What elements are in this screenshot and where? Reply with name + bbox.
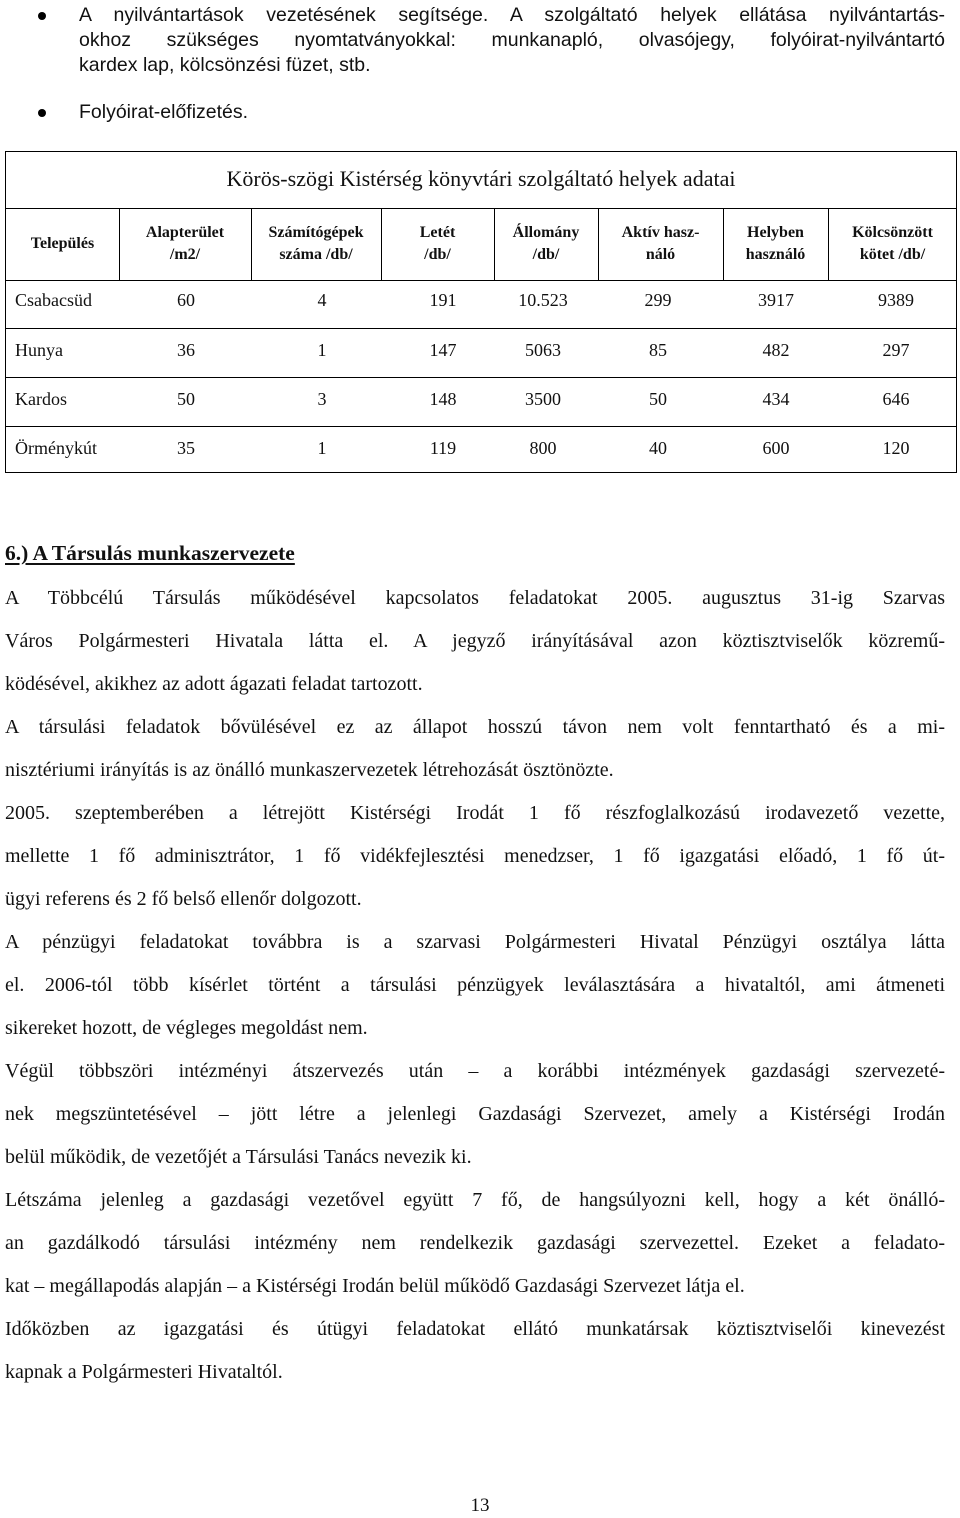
table-rule xyxy=(6,280,956,281)
bullet-dot-icon xyxy=(38,12,46,20)
table-rule xyxy=(6,208,956,209)
table-cell: Csabacsüd xyxy=(15,289,92,310)
table-cell: 50 xyxy=(177,388,195,409)
table-rule xyxy=(6,328,956,329)
table-rule xyxy=(6,377,956,378)
paragraph-line: ködésével, akikhez az adott ágazati feladat tartozott. xyxy=(5,673,423,695)
table-header-cell xyxy=(119,218,251,270)
paragraph xyxy=(5,1179,945,1308)
table-cell: 1 xyxy=(317,339,327,360)
table-cell: 119 xyxy=(429,437,457,458)
table-cell: 120 xyxy=(882,437,910,458)
table-cell: 434 xyxy=(762,388,790,409)
paragraph-line: Végül többszöri intézményi átszervezés után – a korábbi intézmények gazdasági szervezeté- xyxy=(5,1060,945,1082)
table-header-text: használó xyxy=(745,246,806,263)
paragraph-line: kapnak a Polgármesteri Hivataltól. xyxy=(5,1361,283,1383)
table-cell: 1 xyxy=(317,437,327,458)
paragraph-line: el. 2006-tól több kísérlet történt a társulási pénzügyek leválasztására a hivataltól, ami átmeneti xyxy=(5,974,945,996)
table-cell: 148 xyxy=(429,388,457,409)
table-header-text: Aktív hasz- xyxy=(621,224,700,241)
table-header-cell xyxy=(828,218,957,270)
table-cell: 299 xyxy=(644,289,672,310)
paragraph xyxy=(5,577,945,706)
paragraph xyxy=(5,706,945,792)
table-header-text: Letét xyxy=(419,224,456,241)
library-data-table xyxy=(5,151,957,473)
paragraph-line: A pénzügyi feladatokat továbbra is a szarvasi Polgármesteri Hivatal Pénzügyi osztálya látta xyxy=(5,931,945,953)
table-header-cell xyxy=(381,218,494,270)
paragraph-line: 2005. szeptemberében a létrejött Kistérségi Irodát 1 fő részfoglalkozású irodavezető vezette, xyxy=(5,802,945,824)
bullet-line: okhoz szükséges nyomtatványokkal: munkanapló, olvasójegy, folyóirat-nyilvántartó xyxy=(79,29,945,51)
table-cell: 646 xyxy=(882,388,910,409)
paragraph-line: belül működik, de vezetőjét a Társulási Tanács nevezik ki. xyxy=(5,1146,472,1168)
table-cell: 4 xyxy=(317,289,327,310)
paragraph xyxy=(5,1050,945,1179)
paragraph-line: nek megszüntetésével – jött létre a jelenlegi Gazdasági Szervezet, amely a Kistérségi Irodán xyxy=(5,1103,945,1125)
table-cell: 147 xyxy=(429,339,457,360)
table-cell: 800 xyxy=(529,437,557,458)
paragraph-line: Város Polgármesteri Hivatala látta el. A jegyző irányításával azon köztisztviselők közremű- xyxy=(5,630,945,652)
table-header-cell xyxy=(723,218,828,270)
paragraph-line: nisztériumi irányítás is az önálló munkaszervezetek létrehozását ösztönözte. xyxy=(5,759,614,781)
bullet-line: Folyóirat-előfizetés. xyxy=(79,101,249,123)
paragraph-line: Időközben az igazgatási és útügyi feladatokat ellátó munkatársak köztisztviselői kinevezést xyxy=(5,1318,945,1340)
paragraph xyxy=(5,1308,945,1394)
paragraph-line: A társulási feladatok bővülésével ez az állapot hosszú távon nem volt fenntartható és a mi- xyxy=(5,716,945,738)
bullet-line: A nyilvántartások vezetésének segítsége. A szolgáltató helyek ellátása nyilvántartás- xyxy=(79,4,945,26)
paragraph-line: an gazdálkodó társulási intézmény nem rendelkezik gazdasági szervezettel. Ezeket a feladato- xyxy=(5,1232,945,1254)
table-cell: 482 xyxy=(762,339,790,360)
table-cell: 9389 xyxy=(878,289,914,310)
table-cell: 297 xyxy=(882,339,910,360)
table-cell: Kardos xyxy=(15,388,67,409)
table-header-text: /m2/ xyxy=(169,246,201,263)
table-header-cell xyxy=(494,218,598,270)
table-cell: Örménykút xyxy=(15,437,97,458)
table-cell: 3917 xyxy=(758,289,794,310)
paragraph-line: mellette 1 fő adminisztrátor, 1 fő vidékfejlesztési menedzser, 1 fő igazgatási előadó, 1 fő út- xyxy=(5,845,945,867)
table-header-text: kötet /db/ xyxy=(859,246,926,263)
table-header-text: Alapterület xyxy=(145,224,225,241)
table-header-text: Állomány xyxy=(512,224,580,241)
table-header-text: náló xyxy=(645,246,676,263)
table-cell: 35 xyxy=(177,437,195,458)
table-cell: 3500 xyxy=(525,388,561,409)
table-cell: 50 xyxy=(649,388,667,409)
table-cell: 36 xyxy=(177,339,195,360)
table-header-text: száma /db/ xyxy=(279,246,353,263)
section-heading: 6.) A Társulás munkaszervezete xyxy=(5,541,295,565)
table-cell: 3 xyxy=(317,388,327,409)
table-header-cell xyxy=(251,218,381,270)
table-cell: 10.523 xyxy=(518,289,568,310)
table-cell: Hunya xyxy=(15,339,63,360)
paragraph-line: Létszáma jelenleg a gazdasági vezetővel együtt 7 fő, de hangsúlyozni kell, hogy a két önálló- xyxy=(5,1189,945,1211)
table-header-cell xyxy=(6,218,119,270)
paragraph-line: ügyi referens és 2 fő belső ellenőr dolgozott. xyxy=(5,888,362,910)
page-number: 13 xyxy=(470,1495,490,1516)
table-header-text: Település xyxy=(30,235,95,252)
table-header-cell xyxy=(598,218,723,270)
table-title: Körös-szögi Kistérség könyvtári szolgáltató helyek adatai xyxy=(226,166,736,191)
bullet-dot-icon xyxy=(38,109,46,117)
bullet-line: kardex lap, kölcsönzési füzet, stb. xyxy=(79,54,371,76)
table-header-text: Helyben xyxy=(747,224,804,241)
paragraph-line: sikereket hozott, de végleges megoldást nem. xyxy=(5,1017,368,1039)
table-cell: 85 xyxy=(649,339,667,360)
table-cell: 40 xyxy=(649,437,667,458)
table-cell: 60 xyxy=(177,289,195,310)
table-header-text: Számítógépek xyxy=(268,224,364,241)
paragraph xyxy=(5,921,945,1050)
table-header-text: Kölcsönzött xyxy=(852,224,933,241)
table-cell: 191 xyxy=(429,289,457,310)
paragraph-line: kat – megállapodás alapján – a Kistérségi Irodán belül működő Gazdasági Szervezet látja el. xyxy=(5,1275,745,1297)
table-header-text: /db/ xyxy=(532,246,560,263)
table-header-text: /db/ xyxy=(424,246,451,263)
paragraph xyxy=(5,792,945,921)
bullet-text xyxy=(79,3,945,78)
table-cell: 600 xyxy=(762,437,790,458)
table-cell: 5063 xyxy=(525,339,561,360)
bullet-text xyxy=(79,100,945,125)
paragraph-line: A Többcélú Társulás működésével kapcsolatos feladatokat 2005. augusztus 31-ig Szarvas xyxy=(5,587,945,609)
table-rule xyxy=(6,426,956,427)
